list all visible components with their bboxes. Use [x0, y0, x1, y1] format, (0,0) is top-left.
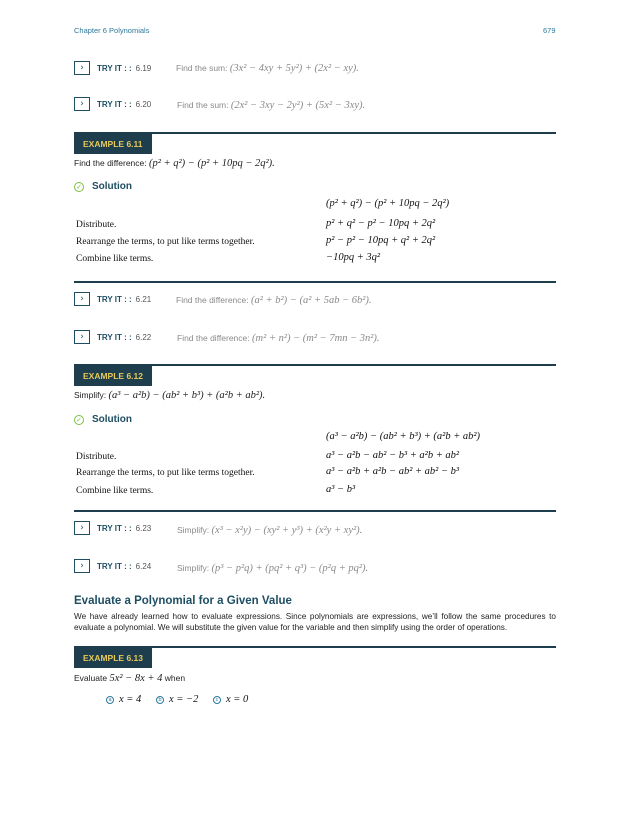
solution-start: (p² + q²) − (p² + 10pq − 2q²)	[326, 198, 450, 209]
step-math: p² + q² − p² − 10pq + 2q²	[326, 218, 436, 229]
chevron-right-icon[interactable]: ›	[74, 97, 90, 111]
try-it-prompt-text: Find the difference:	[176, 295, 249, 305]
example-expression: 5x² − 8x + 4	[109, 673, 163, 684]
try-it-prompt	[177, 525, 362, 536]
try-it-label: TRY IT : :	[97, 332, 132, 342]
try-it-6-19	[74, 60, 151, 76]
try-it-6-23	[74, 520, 151, 536]
try-it-expression: (a² + b²) − (a² + 5ab − 6b²).	[251, 295, 372, 306]
example-prompt	[74, 390, 265, 401]
solution-start: (a³ − a²b) − (ab² + b³) + (a²b + ab²)	[326, 431, 481, 442]
try-it-prompt	[177, 563, 368, 574]
example-prompt-text: Evaluate	[74, 673, 108, 683]
try-it-prompt-text: Simplify:	[177, 563, 210, 573]
try-it-6-20	[74, 96, 151, 112]
try-it-expression: (2x² − 3xy − 2y²) + (5x² − 3xy).	[230, 100, 366, 111]
chevron-right-icon[interactable]: ›	[74, 559, 90, 573]
try-it-number: 6.20	[135, 99, 152, 109]
solution-label: Solution	[92, 181, 132, 192]
divider	[74, 281, 556, 283]
option-b	[156, 694, 198, 705]
try-it-number: 6.21	[135, 294, 152, 304]
solution-label: Solution	[92, 414, 132, 425]
example-prompt	[74, 158, 275, 169]
option-math: x = 0	[226, 694, 249, 705]
example-prompt-text: Find the difference:	[74, 158, 147, 168]
try-it-6-24	[74, 558, 151, 574]
step-math: p² − p² − 10pq + q² + 2q²	[326, 235, 436, 246]
example-prompt-text: Simplify:	[74, 390, 107, 400]
example-prompt	[74, 673, 185, 684]
try-it-prompt-text: Find the sum:	[176, 63, 228, 73]
try-it-prompt	[176, 295, 372, 306]
try-it-label: TRY IT : :	[97, 99, 132, 109]
try-it-prompt-text: Find the sum:	[177, 100, 229, 110]
example-expression: (a³ − a²b) − (ab² + b³) + (a²b + ab²).	[108, 390, 266, 401]
step-math: a³ − b³	[326, 484, 356, 495]
try-it-6-22	[74, 329, 151, 345]
example-label: EXAMPLE 6.11	[74, 134, 152, 154]
try-it-expression: (x³ − x²y) − (xy² + y³) + (x²y + xy²).	[211, 525, 363, 536]
try-it-prompt-text: Simplify:	[177, 525, 210, 535]
chevron-right-icon[interactable]: ›	[74, 61, 90, 75]
try-it-prompt	[177, 333, 380, 344]
try-it-6-21	[74, 291, 151, 307]
check-circle-icon: ✓	[74, 415, 84, 425]
option-letter: b	[156, 696, 164, 704]
chevron-right-icon[interactable]: ›	[74, 330, 90, 344]
try-it-expression: (m² + n²) − (m² − 7mn − 3n²).	[252, 333, 380, 344]
option-math: x = 4	[119, 694, 142, 705]
step-text: Rearrange the terms, to put like terms together.	[76, 468, 255, 478]
solution-heading	[74, 414, 132, 425]
chevron-right-icon[interactable]: ›	[74, 521, 90, 535]
try-it-number: 6.24	[135, 561, 152, 571]
step-math: −10pq + 3q²	[326, 252, 381, 263]
section-title: Evaluate a Polynomial for a Given Value	[74, 595, 292, 607]
try-it-label: TRY IT : :	[97, 294, 132, 304]
check-circle-icon: ✓	[74, 182, 84, 192]
chevron-right-icon[interactable]: ›	[74, 292, 90, 306]
option-letter: a	[106, 696, 114, 704]
step-text: Combine like terms.	[76, 486, 154, 496]
section-paragraph: We have already learned how to evaluate expressions. Since polynomials are expressions, we’ll follow the same procedures to evaluate a polynomial. We will substitute the given value for the variable and then simplify using the order of operations.	[74, 612, 556, 632]
try-it-label: TRY IT : :	[97, 63, 132, 73]
try-it-number: 6.23	[135, 523, 152, 533]
step-math: a³ − a²b + a²b − ab² + ab² − b³	[326, 466, 460, 477]
step-text: Combine like terms.	[76, 254, 154, 264]
option-letter: c	[213, 696, 221, 704]
try-it-label: TRY IT : :	[97, 561, 132, 571]
example-prompt-suffix: when	[164, 673, 186, 683]
solution-heading	[74, 181, 132, 192]
option-a	[106, 694, 141, 705]
chapter-title: Chapter 6 Polynomials	[74, 26, 150, 35]
try-it-number: 6.22	[135, 332, 152, 342]
divider	[74, 510, 556, 512]
try-it-prompt-text: Find the difference:	[177, 333, 250, 343]
option-c	[213, 694, 248, 705]
try-it-expression: (3x² − 4xy + 5y²) + (2x² − xy).	[229, 63, 359, 74]
example-expression: (p² + q²) − (p² + 10pq − 2q²).	[149, 158, 275, 169]
page-number: 679	[543, 26, 556, 35]
step-math: a³ − a²b − ab² − b³ + a²b + ab²	[326, 450, 460, 461]
try-it-prompt	[177, 100, 365, 111]
try-it-number: 6.19	[135, 63, 152, 73]
try-it-prompt	[176, 63, 359, 74]
step-text: Distribute.	[76, 220, 117, 230]
try-it-label: TRY IT : :	[97, 523, 132, 533]
option-math: x = −2	[169, 694, 199, 705]
step-text: Distribute.	[76, 452, 117, 462]
step-text: Rearrange the terms, to put like terms together.	[76, 237, 255, 247]
try-it-expression: (p³ − p²q) + (pq² + q³) − (p²q + pq²).	[211, 563, 369, 574]
example-label: EXAMPLE 6.12	[74, 366, 152, 386]
example-label: EXAMPLE 6.13	[74, 648, 152, 668]
